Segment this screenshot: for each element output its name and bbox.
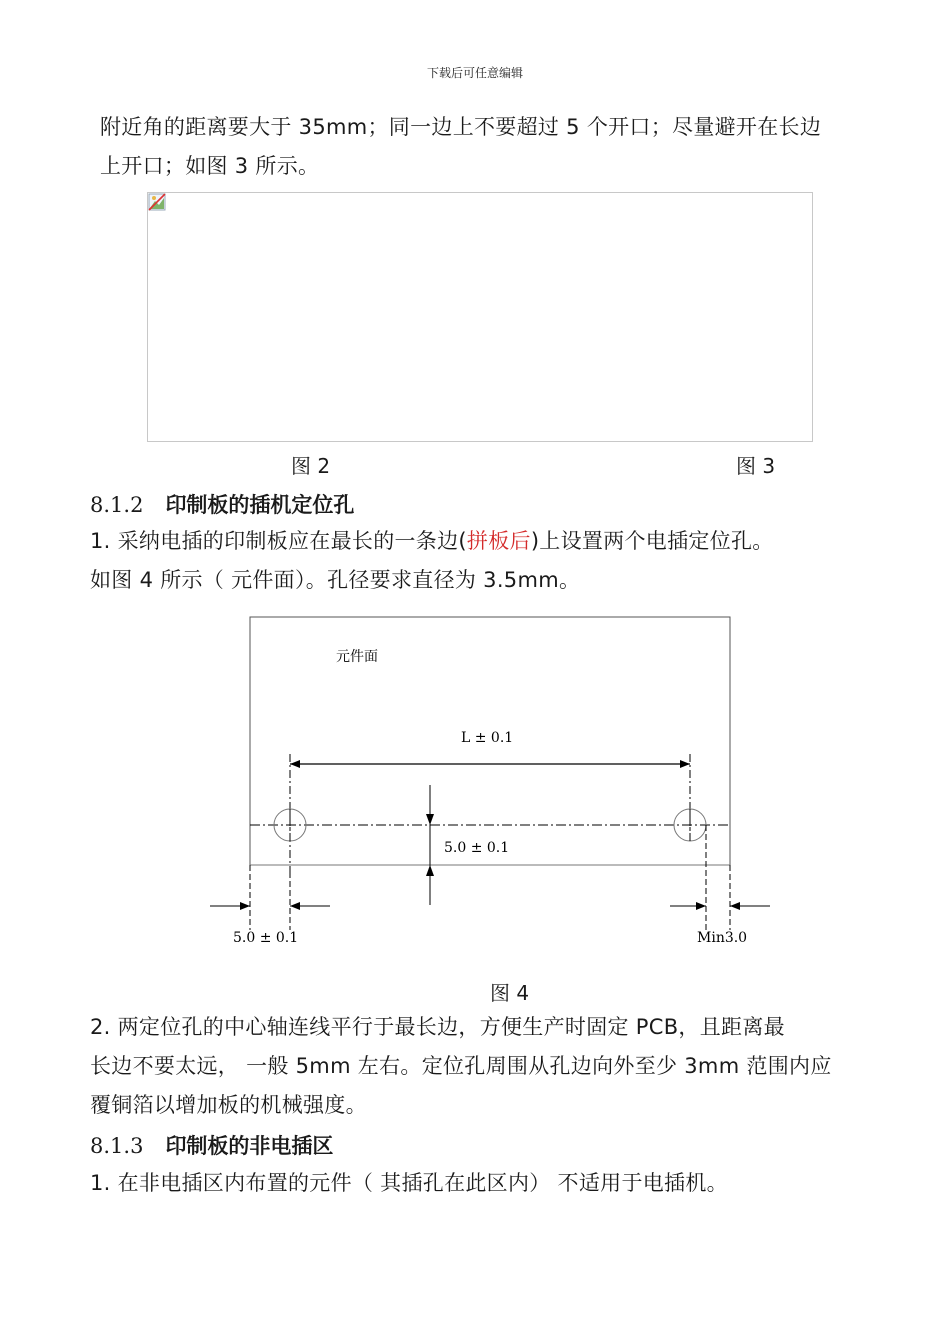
section-8-1-2-para-1-line-2: 如图 4 所示（ 元件面）。孔径要求直径为 3.5mm。: [90, 568, 581, 592]
edge-arrow-right: [290, 902, 300, 910]
section-8-1-3-para-1: 1. 在非电插区内布置的元件（ 其插孔在此区内） 不适用于电插机。: [90, 1171, 728, 1195]
figure-3-caption: 图 3: [736, 454, 776, 478]
para-text: 1. 采纳电插的印制板应在最长的一条边(: [90, 529, 467, 553]
section-8-1-2-heading: [90, 489, 354, 519]
min-label: Min3.0: [697, 930, 748, 946]
min-arrow-right: [730, 902, 740, 910]
section-title: 印制板的插机定位孔: [165, 493, 355, 517]
arrow-right: [680, 760, 690, 768]
image-placeholder: [147, 192, 813, 442]
section-title: 印制板的非电插区: [165, 1134, 334, 1158]
edge-arrow-left: [240, 902, 250, 910]
offset-arrow-top: [426, 814, 434, 825]
para-2-line-2: 长边不要太远， 一般 5mm 左右。定位孔周围从孔边向外至少 3mm 范围内应: [90, 1054, 832, 1078]
component-face-label: 元件面: [336, 649, 378, 665]
figure-4-diagram: [0, 600, 950, 960]
offset-label: 5.0 ± 0.1: [444, 840, 510, 856]
arrow-left: [290, 760, 300, 768]
section-number: 8.1.3: [90, 1134, 144, 1158]
edge-label: 5.0 ± 0.1: [233, 930, 299, 946]
section-number: 8.1.2: [90, 493, 144, 517]
para-2-line-1: 2. 两定位孔的中心轴连线平行于最长边，方便生产时固定 PCB，且距离最: [90, 1015, 785, 1039]
page-header: 下载后可任意编辑: [426, 66, 523, 80]
figure-4-caption: 图 4: [490, 981, 530, 1005]
section-8-1-3-heading: [90, 1130, 333, 1160]
figure-2-caption: 图 2: [291, 454, 331, 478]
broken-image-icon: [148, 193, 166, 211]
highlight-text: 拼板后: [466, 529, 531, 553]
offset-arrow-bottom: [426, 865, 434, 876]
intro-line-1: 附近角的距离要大于 35mm；同一边上不要超过 5 个开口；尽量避开在长边: [100, 115, 822, 139]
para-2-line-3: 覆铜箔以增加板的机械强度。: [90, 1093, 367, 1117]
length-label: L ± 0.1: [461, 730, 514, 746]
min-arrow-left: [696, 902, 706, 910]
para-text-tail: )上设置两个电插定位孔。: [530, 529, 774, 553]
section-8-1-2-para-1-line-1: [90, 522, 774, 561]
intro-line-2: 上开口；如图 3 所示。: [100, 154, 320, 178]
